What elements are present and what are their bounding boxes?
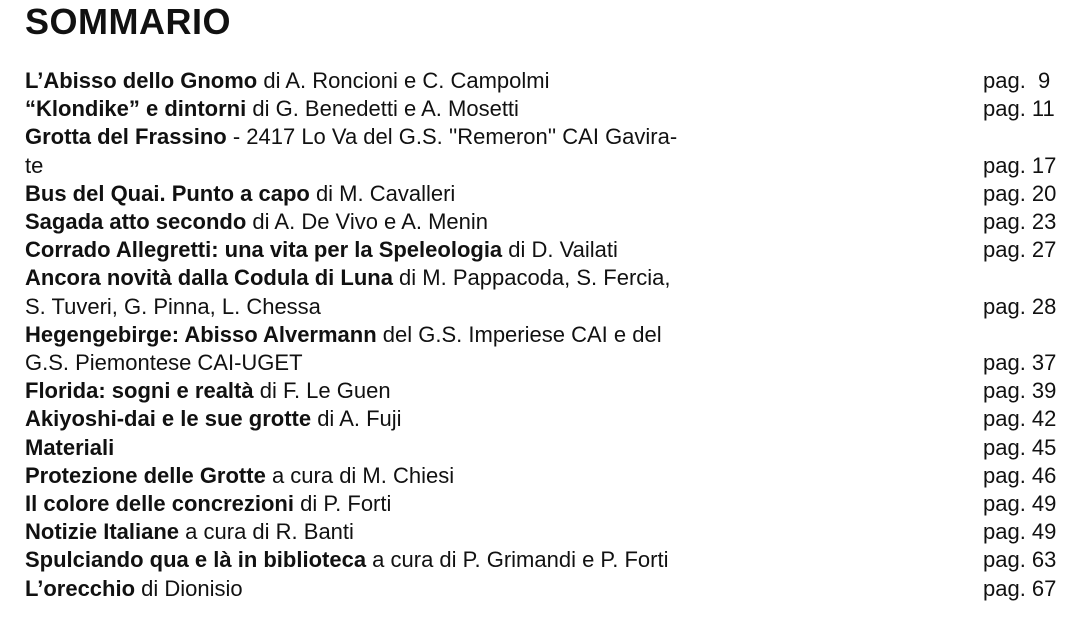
toc-entry-text <box>25 67 895 95</box>
toc-entry <box>25 321 1075 377</box>
toc-entry <box>25 575 1075 603</box>
toc-entry-byline: di D. Vailati <box>502 237 618 263</box>
toc-entry-title: Materiali <box>25 434 115 460</box>
toc-entry-byline: a cura di M. Chiesi <box>265 462 455 488</box>
toc-entry-page-number: pag. 20 <box>983 180 1057 206</box>
toc-entry-title: Il colore delle concrezioni <box>25 491 294 517</box>
toc-entry <box>25 236 1075 264</box>
toc-entry-page-number: pag. 67 <box>983 575 1057 601</box>
toc-entry-page-number: pag. 42 <box>983 406 1057 432</box>
toc-entry-byline: di G. Benedetti e A. Mosetti <box>246 96 519 122</box>
toc-entry-page-number: pag. 49 <box>983 519 1057 545</box>
toc-entry <box>25 490 1075 518</box>
toc-entry-page-number: pag. 45 <box>983 434 1057 460</box>
toc-entry-text <box>25 405 895 433</box>
toc-entry-byline: di Dionisio <box>135 575 243 601</box>
toc-entry-text <box>25 490 895 518</box>
toc-entry <box>25 180 1075 208</box>
toc-entry <box>25 264 1075 320</box>
toc-entry-title: Grotta del Frassino <box>25 124 227 150</box>
toc-entry <box>25 405 1075 433</box>
toc-entry-page-number: pag. 28 <box>983 293 1057 319</box>
toc-entry-page-number: pag. 9 <box>983 68 1051 93</box>
toc-entry-byline: a cura di R. Banti <box>179 519 354 545</box>
toc-entry-title: Protezione delle Grotte <box>25 462 266 488</box>
toc-entry-page-number: pag. 11 <box>983 96 1055 122</box>
toc-entry-page-number: pag. 49 <box>983 491 1057 517</box>
toc-list <box>25 67 1075 603</box>
toc-entry <box>25 123 1075 179</box>
toc-entry <box>25 95 1075 123</box>
toc-entry-text <box>25 321 895 377</box>
toc-entry-byline: di F. Le Guen <box>253 378 391 404</box>
toc-entry <box>25 208 1075 236</box>
toc-entry-text <box>25 546 895 574</box>
toc-entry <box>25 462 1075 490</box>
toc-entry-byline: di A. Fuji <box>311 406 402 432</box>
toc-entry-title: Ancora novità dalla Codula di Luna <box>25 265 393 291</box>
toc-entry-page-number: pag. 17 <box>983 152 1057 178</box>
toc-entry <box>25 67 1075 95</box>
toc-entry-byline: - 2417 Lo Va del G.S. ''Remeron'' CAI Gavira- te <box>25 124 678 178</box>
toc-entry-text <box>25 123 895 179</box>
toc-entry-text <box>25 377 895 405</box>
toc-entry-title: Akiyoshi-dai e le sue grotte <box>25 406 312 432</box>
toc-entry-byline: di M. Cavalleri <box>309 180 456 206</box>
toc-entry-text <box>25 236 895 264</box>
toc-entry-text <box>25 180 895 208</box>
toc-entry-page-number: pag. 39 <box>983 378 1057 404</box>
toc-entry-page-number: pag. 27 <box>983 237 1057 263</box>
toc-entry <box>25 377 1075 405</box>
toc-entry-byline: di P. Forti <box>293 491 392 517</box>
toc-entry-title: Corrado Allegretti: una vita per la Speleologia <box>25 237 503 263</box>
toc-entry <box>25 434 1075 462</box>
toc-entry-byline: di M. Pappacoda, S. Fercia, S. Tuveri, G. Pinna, L. Chessa <box>25 265 671 319</box>
toc-entry-byline: di A. De Vivo e A. Menin <box>246 209 489 235</box>
toc-entry-page-number: pag. 46 <box>983 462 1057 488</box>
toc-entry-title: Bus del Quai. Punto a capo <box>25 180 310 206</box>
toc-entry-title: L’Abisso dello Gnomo <box>25 68 258 93</box>
toc-entry-title: Notizie Italiane <box>25 519 180 545</box>
toc-entry-text <box>25 434 895 462</box>
page-title: SOMMARIO <box>25 1 231 42</box>
toc-entry-text <box>25 208 895 236</box>
toc-entry-page-number: pag. 63 <box>983 547 1057 573</box>
toc-entry <box>25 518 1075 546</box>
toc-entry-byline: del G.S. Imperiese CAI e del G.S. Piemontese CAI-UGET <box>25 321 662 376</box>
toc-entry-text <box>25 95 895 123</box>
toc-entry <box>25 546 1075 574</box>
toc-entry-title: Hegengebirge: Abisso Alvermann <box>25 321 377 347</box>
toc-entry-text <box>25 575 895 603</box>
toc-entry-page-number: pag. 23 <box>983 209 1057 235</box>
toc-entry-title: Sagada atto secondo <box>25 209 247 235</box>
toc-entry-byline: a cura di P. Grimandi e P. Forti <box>366 547 669 573</box>
toc-entry-text <box>25 264 895 320</box>
toc-entry-title: Florida: sogni e realtà <box>25 378 254 404</box>
toc-entry-title: Spulciando qua e là in biblioteca <box>25 547 367 573</box>
toc-entry-text <box>25 462 895 490</box>
toc-entry-byline: di A. Roncioni e C. Campolmi <box>257 68 550 93</box>
toc-entry-text <box>25 518 895 546</box>
toc-entry-title: “Klondike” e dintorni <box>25 96 247 122</box>
toc-entry-title: L’orecchio <box>25 575 136 601</box>
toc-entry-page-number: pag. 37 <box>983 350 1057 376</box>
